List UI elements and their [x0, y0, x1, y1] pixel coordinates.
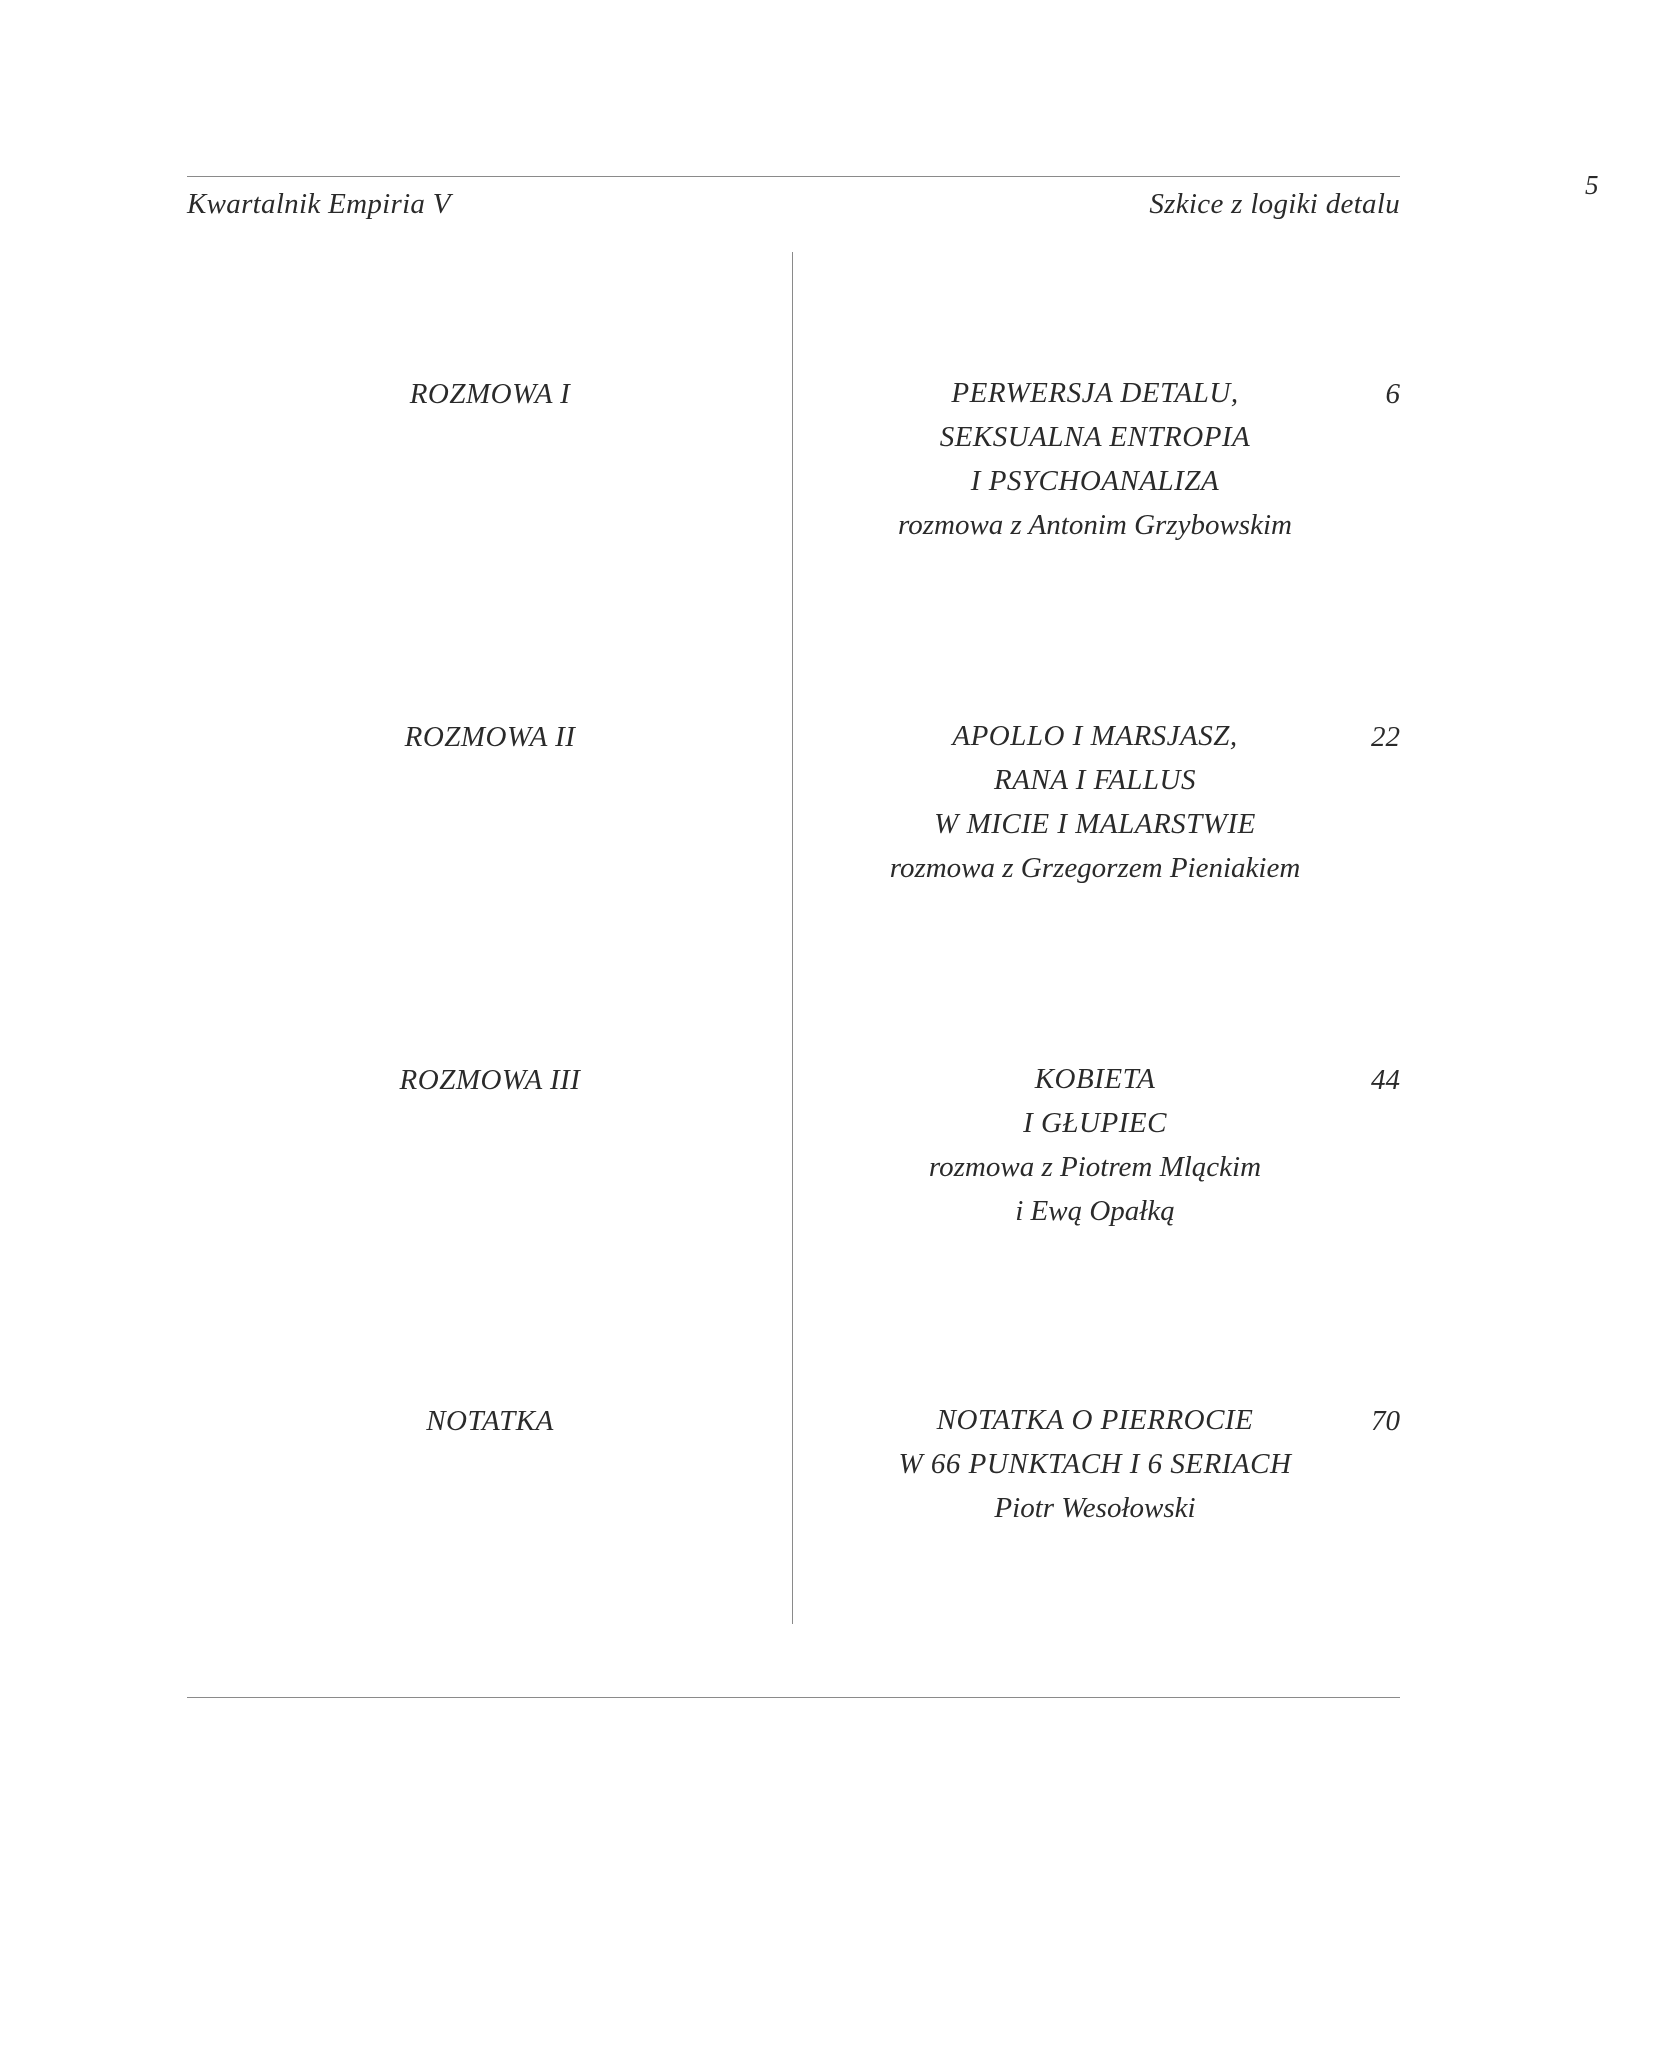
toc-entry-body — [850, 371, 1340, 547]
toc-entry-author: rozmowa z Piotrem Mląckim — [928, 1151, 1262, 1183]
toc-entry-title-line: SEKSUALNA ENTROPIA — [939, 421, 1251, 453]
toc-entry-author: rozmowa z Antonim Grzybowskim — [898, 509, 1292, 541]
toc-entry-page: 6 — [1385, 378, 1400, 410]
toc-entry-label: ROZMOWA III — [399, 1064, 581, 1096]
toc-entry-author: rozmowa z Grzegorzem Pieniakiem — [889, 852, 1301, 884]
toc-entry-page: 22 — [1371, 721, 1400, 753]
toc-entry-title-line: I GŁUPIEC — [1023, 1107, 1167, 1139]
toc-entry-title-line: W MICIE I MALARSTWIE — [934, 808, 1256, 840]
toc-entry-title-line: I PSYCHOANALIZA — [970, 465, 1220, 497]
toc-entry-label: NOTATKA — [426, 1405, 554, 1437]
toc-entry-body — [850, 1057, 1340, 1233]
toc-entry-label: ROZMOWA I — [409, 378, 571, 410]
toc-entry-title-line: APOLLO I MARSJASZ, — [952, 720, 1238, 752]
toc-entry-page: 70 — [1371, 1405, 1400, 1437]
toc-entry-body — [850, 714, 1340, 890]
toc-entry-label: ROZMOWA II — [404, 721, 576, 753]
page-number: 5 — [1585, 170, 1599, 200]
toc-entry-title-line: RANA I FALLUS — [993, 764, 1196, 796]
toc-entry-title-line: KOBIETA — [1034, 1063, 1156, 1095]
running-head-right: Szkice z logiki detalu — [1149, 188, 1400, 220]
toc-entry-author: Piotr Wesołowski — [994, 1492, 1196, 1524]
bottom-rule — [187, 1697, 1400, 1698]
toc-entry-title-line: NOTATKA O PIERROCIE — [936, 1404, 1254, 1436]
top-rule — [187, 176, 1400, 177]
toc-entry-page: 44 — [1371, 1064, 1400, 1096]
running-head-left: Kwartalnik Empiria V — [187, 188, 451, 220]
toc-entry-body — [850, 1398, 1340, 1530]
toc-entry-title-line: PERWERSJA DETALU, — [951, 377, 1239, 409]
toc-entry-author: i Ewą Opałką — [1015, 1195, 1175, 1227]
toc-entry-title-line: W 66 PUNKTACH I 6 SERIACH — [898, 1448, 1292, 1480]
column-divider — [792, 252, 793, 1624]
